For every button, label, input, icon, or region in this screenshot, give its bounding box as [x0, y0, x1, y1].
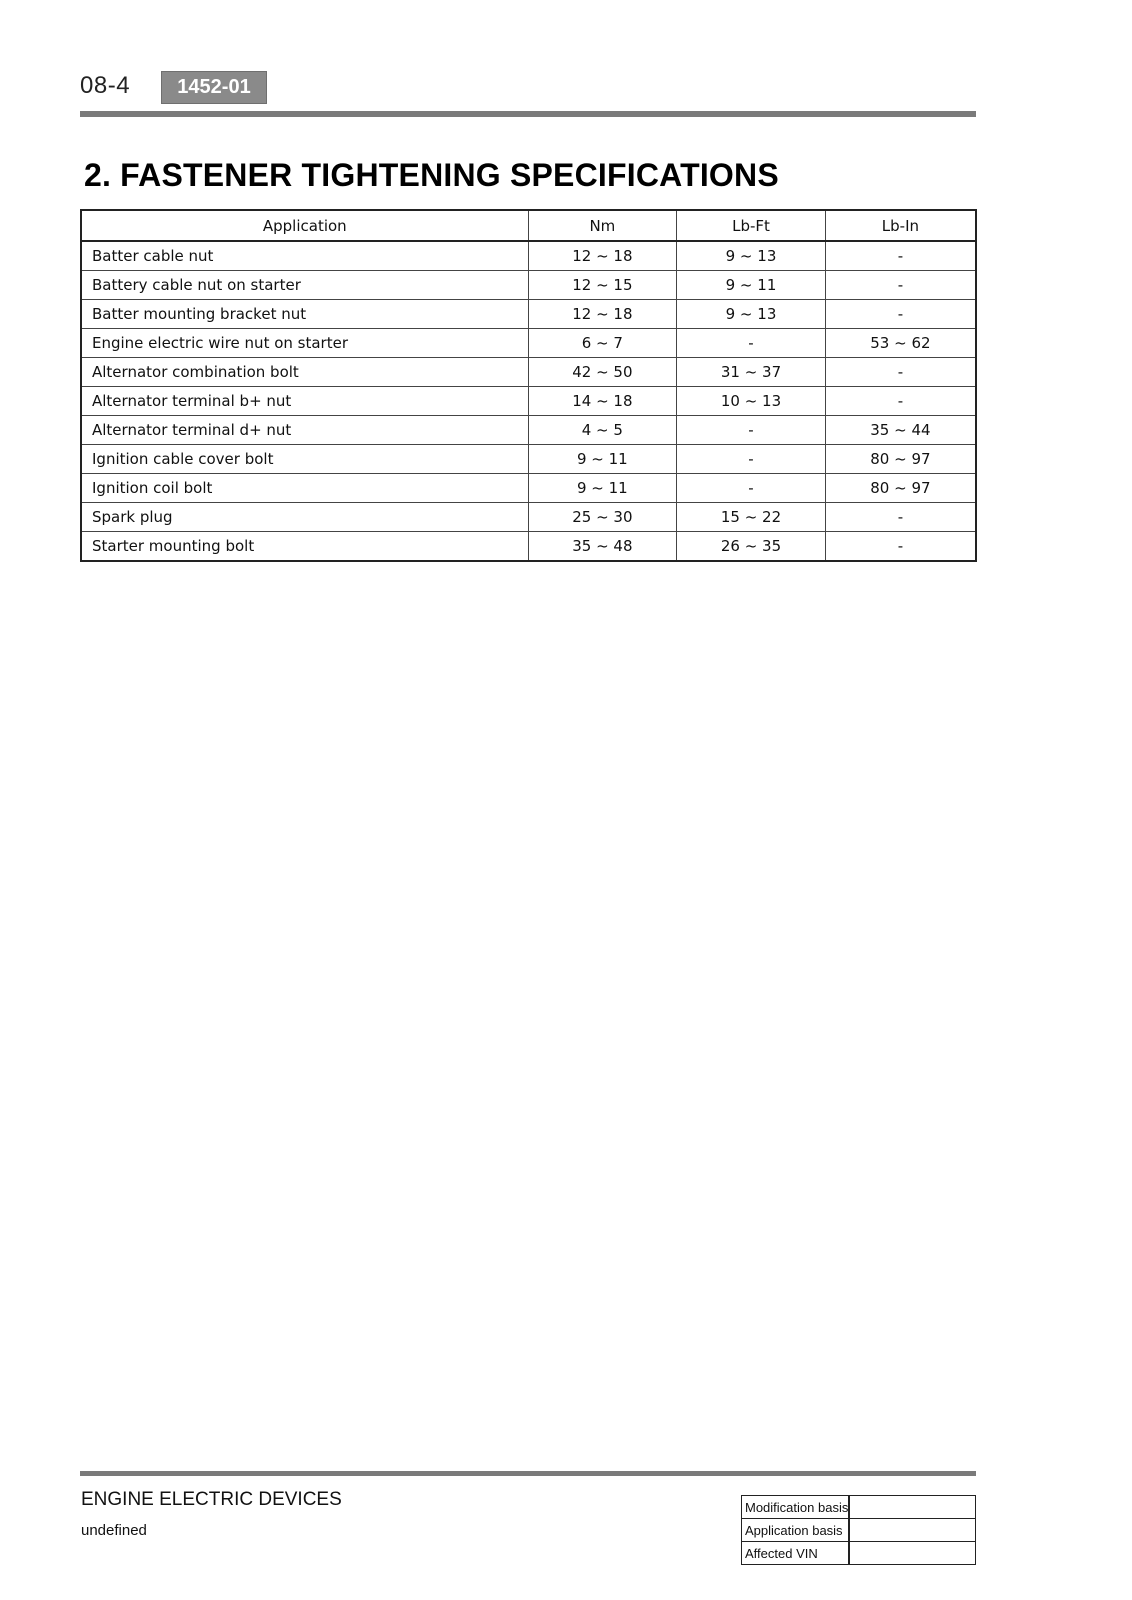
footer-subtitle: undefined — [81, 1522, 147, 1539]
application-basis-value — [849, 1519, 975, 1542]
table-row — [81, 358, 976, 387]
revision-row — [742, 1519, 976, 1542]
cell-lb-ft: - — [677, 416, 826, 445]
cell-lb-ft: - — [677, 474, 826, 503]
table-row — [81, 271, 976, 300]
cell-lb-ft: 9 ~ 11 — [677, 271, 826, 300]
cell-application: Ignition cable cover bolt — [81, 445, 528, 474]
cell-application: Starter mounting bolt — [81, 532, 528, 562]
cell-nm: 9 ~ 11 — [528, 445, 677, 474]
cell-lb-in: - — [825, 358, 976, 387]
cell-nm: 12 ~ 18 — [528, 241, 677, 271]
cell-nm: 25 ~ 30 — [528, 503, 677, 532]
footer-divider — [80, 1471, 976, 1476]
table-row — [81, 300, 976, 329]
cell-lb-in: - — [825, 241, 976, 271]
column-header-lb-in: Lb-In — [825, 210, 976, 241]
cell-nm: 12 ~ 18 — [528, 300, 677, 329]
modification-basis-value — [849, 1496, 975, 1519]
section-title: 2. FASTENER TIGHTENING SPECIFICATIONS — [84, 157, 779, 193]
application-basis-label: Application basis — [742, 1519, 850, 1542]
cell-lb-in: 80 ~ 97 — [825, 445, 976, 474]
column-header-nm: Nm — [528, 210, 677, 241]
cell-lb-ft: 31 ~ 37 — [677, 358, 826, 387]
cell-lb-in: - — [825, 387, 976, 416]
cell-nm: 4 ~ 5 — [528, 416, 677, 445]
cell-nm: 14 ~ 18 — [528, 387, 677, 416]
cell-nm: 6 ~ 7 — [528, 329, 677, 358]
table-row — [81, 532, 976, 562]
cell-application: Alternator terminal d+ nut — [81, 416, 528, 445]
cell-application: Alternator terminal b+ nut — [81, 387, 528, 416]
cell-lb-in: - — [825, 503, 976, 532]
cell-lb-ft: - — [677, 445, 826, 474]
table-header-row — [81, 210, 976, 241]
cell-application: Ignition coil bolt — [81, 474, 528, 503]
doc-code-badge: 1452-01 — [161, 71, 267, 104]
cell-lb-ft: 15 ~ 22 — [677, 503, 826, 532]
fastener-spec-table — [80, 209, 977, 562]
cell-application: Battery cable nut on starter — [81, 271, 528, 300]
cell-lb-ft: 9 ~ 13 — [677, 241, 826, 271]
cell-nm: 42 ~ 50 — [528, 358, 677, 387]
cell-application: Batter mounting bracket nut — [81, 300, 528, 329]
cell-lb-in: 80 ~ 97 — [825, 474, 976, 503]
cell-lb-in: - — [825, 532, 976, 562]
table-row — [81, 474, 976, 503]
table-row — [81, 241, 976, 271]
cell-lb-ft: - — [677, 329, 826, 358]
cell-lb-in: 53 ~ 62 — [825, 329, 976, 358]
table-row — [81, 445, 976, 474]
revision-row — [742, 1542, 976, 1565]
cell-lb-in: - — [825, 300, 976, 329]
table-row — [81, 387, 976, 416]
cell-lb-in: - — [825, 271, 976, 300]
cell-nm: 35 ~ 48 — [528, 532, 677, 562]
modification-basis-label: Modification basis — [742, 1496, 850, 1519]
affected-vin-label: Affected VIN — [742, 1542, 850, 1565]
table-row — [81, 416, 976, 445]
revision-info-table — [741, 1495, 976, 1565]
table-row — [81, 329, 976, 358]
page-number: 08-4 — [80, 72, 131, 99]
cell-lb-in: 35 ~ 44 — [825, 416, 976, 445]
cell-application: Batter cable nut — [81, 241, 528, 271]
cell-application: Spark plug — [81, 503, 528, 532]
cell-application: Engine electric wire nut on starter — [81, 329, 528, 358]
cell-application: Alternator combination bolt — [81, 358, 528, 387]
footer-chapter-title: ENGINE ELECTRIC DEVICES — [81, 1489, 342, 1510]
table-row — [81, 503, 976, 532]
cell-nm: 9 ~ 11 — [528, 474, 677, 503]
revision-row — [742, 1496, 976, 1519]
column-header-application: Application — [81, 210, 528, 241]
column-header-lb-ft: Lb-Ft — [677, 210, 826, 241]
header-divider — [80, 111, 976, 117]
cell-nm: 12 ~ 15 — [528, 271, 677, 300]
cell-lb-ft: 10 ~ 13 — [677, 387, 826, 416]
affected-vin-value — [849, 1542, 975, 1565]
cell-lb-ft: 26 ~ 35 — [677, 532, 826, 562]
cell-lb-ft: 9 ~ 13 — [677, 300, 826, 329]
